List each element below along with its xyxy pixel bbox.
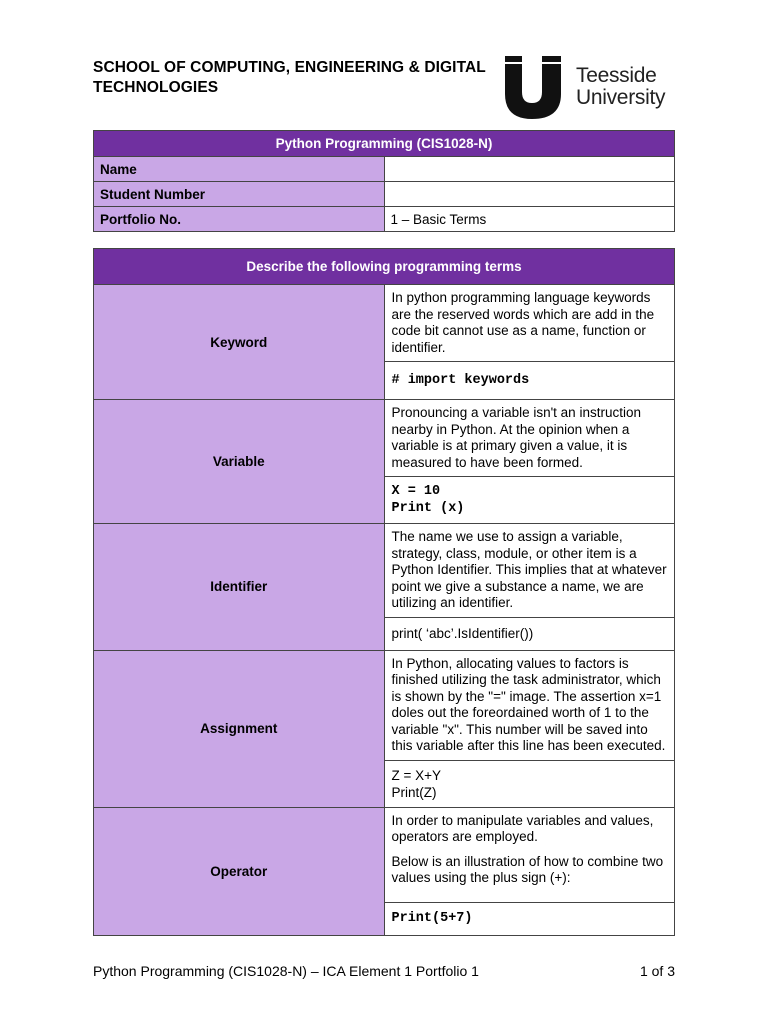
- term-identifier-example: [384, 617, 675, 650]
- example-line: Print (x): [391, 501, 465, 516]
- description-text: Pronouncing a variable isn't an instruction nearby in Python. At the opinion when a variable is at primary given a value, it is measured to have been formed.: [391, 405, 641, 470]
- term-variable-example: [384, 477, 675, 524]
- footer-page-number: 1 of 3: [639, 963, 675, 979]
- school-title: [93, 58, 513, 98]
- example-line: Print(5+7): [391, 911, 473, 926]
- terms-table-title: Describe the following programming terms: [94, 249, 675, 285]
- term-operator-description: [384, 807, 675, 902]
- portfolio-no-value: 1 – Basic Terms: [384, 207, 675, 232]
- term-row-assignment: [94, 650, 675, 760]
- term-assignment: Assignment: [94, 650, 385, 807]
- term-keyword-example: [384, 362, 675, 400]
- university-logo-mark-icon: [502, 56, 564, 120]
- info-row-portfolio-no: [94, 207, 675, 232]
- course-info-table: [93, 130, 675, 232]
- term-operator-example: [384, 902, 675, 935]
- description-text: The name we use to assign a variable, strategy, class, module, or other item is a Python Identifier. This implies that at whatever point we give a substance a name, we are utilizing an identifier.: [391, 529, 667, 610]
- portfolio-no-label: Portfolio No.: [94, 207, 385, 232]
- logo-text-line2: University: [576, 86, 666, 109]
- term-keyword-description: [384, 285, 675, 362]
- term-assignment-description: [384, 650, 675, 760]
- description-text: In python programming language keywords are the reserved words which are add in the code bit cannot use as a name, function or identifier.: [391, 290, 655, 355]
- school-title-line2: TECHNOLOGIES: [93, 79, 219, 96]
- term-row-identifier: [94, 524, 675, 618]
- term-assignment-example: [384, 760, 675, 807]
- footer-course-info: Python Programming (CIS1028-N) – ICA Element 1 Portfolio 1: [93, 963, 479, 979]
- term-operator: Operator: [94, 807, 385, 935]
- term-keyword: Keyword: [94, 285, 385, 400]
- term-identifier: Identifier: [94, 524, 385, 651]
- example-line: # import keywords: [391, 373, 530, 388]
- term-variable-description: [384, 400, 675, 477]
- example-line: Print(Z): [391, 784, 437, 800]
- example-line: Z = X+Y: [391, 767, 442, 783]
- student-number-value: [384, 182, 675, 207]
- info-row-student-number: [94, 182, 675, 207]
- description-text: Below is an illustration of how to combine two values using the plus sign (+):: [391, 853, 664, 885]
- description-text: In order to manipulate variables and values, operators are employed.: [391, 812, 654, 844]
- example-line: X = 10: [391, 484, 441, 499]
- info-row-name: [94, 157, 675, 182]
- term-row-keyword: [94, 285, 675, 362]
- school-title-line1: SCHOOL OF COMPUTING, ENGINEERING & DIGITAL: [93, 59, 486, 76]
- name-value: [384, 157, 675, 182]
- example-line: print( ‘abc’.IsIdentifier()): [391, 626, 534, 641]
- name-label: Name: [94, 157, 385, 182]
- course-title: Python Programming (CIS1028-N): [94, 131, 675, 157]
- term-variable: Variable: [94, 400, 385, 524]
- student-number-label: Student Number: [94, 182, 385, 207]
- term-identifier-description: [384, 524, 675, 618]
- university-logo: [502, 56, 682, 120]
- term-row-operator: [94, 807, 675, 902]
- description-text: In Python, allocating values to factors is finished utilizing the task administrator, which is shown by the "=" image. The assertion x=1 doles out the foreordained worth of 1 to the variable "x". This number will be saved into this variable after this line has been executed.: [391, 655, 666, 753]
- terms-table: [93, 248, 675, 936]
- logo-text-line1: Teesside: [576, 64, 657, 87]
- term-row-variable: [94, 400, 675, 477]
